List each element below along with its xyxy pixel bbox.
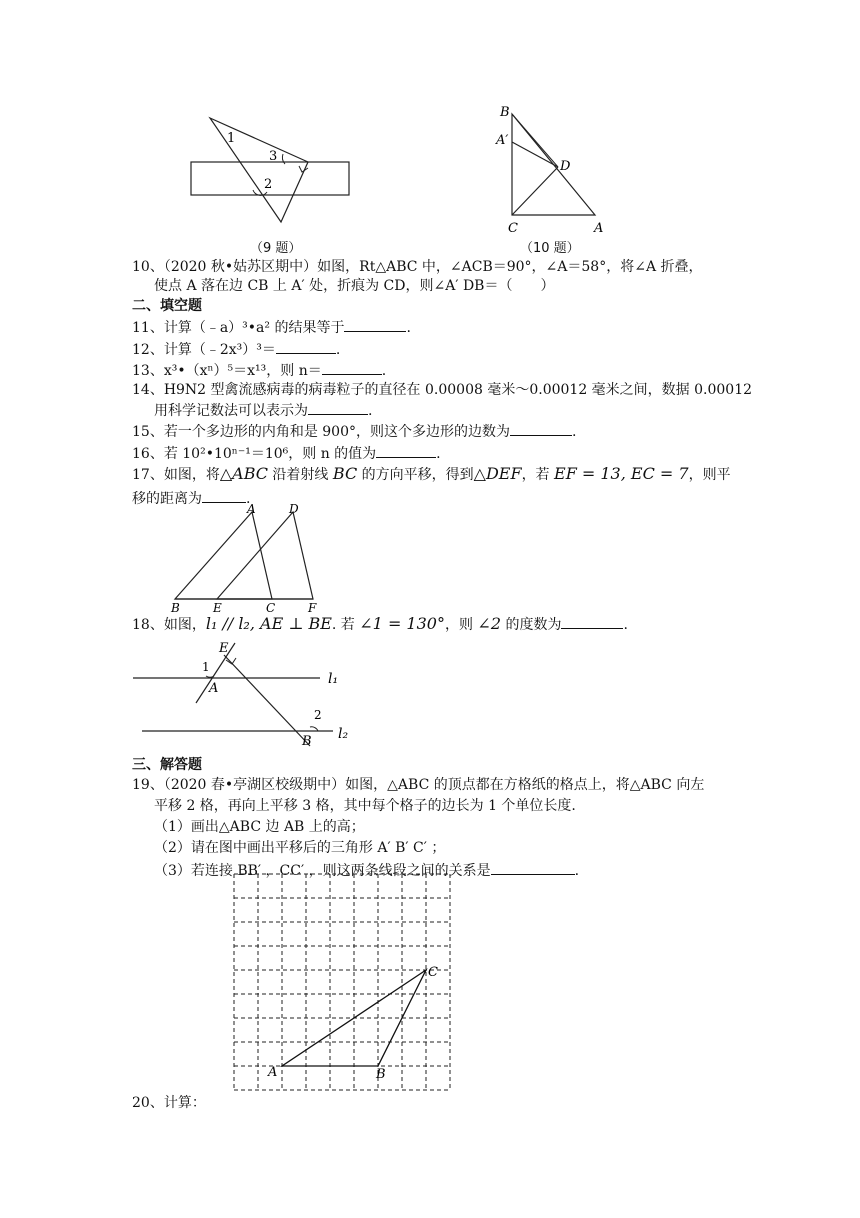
q11 — [132, 317, 411, 337]
q12 — [132, 339, 340, 359]
fig18-label-B: B — [302, 734, 312, 749]
fig18-label-A: A — [209, 681, 219, 696]
q19-sub2: （2）请在图中画出平移后的三角形 A′ B′ C′ ； — [154, 840, 446, 856]
q12-end: . — [335, 342, 341, 358]
fig10-label-A: A — [594, 221, 604, 236]
fig17-triangle-def — [217, 512, 313, 599]
q16-end: . — [436, 446, 441, 462]
fig9-label-2: 2 — [264, 177, 273, 192]
q17-triangle-abc: △ABC — [219, 464, 268, 483]
q18-text-b: . 若 — [331, 617, 360, 633]
q18-end: . — [623, 617, 628, 633]
q19-sub3-text: （3）若连接 BB′ ，CC′ ，则这两条线段之间的关系是 — [154, 863, 491, 879]
q15 — [132, 421, 576, 441]
fig18-label-l2: l₂ — [338, 726, 349, 742]
fig17-label-C: C — [266, 601, 276, 615]
fig19-label-C: C — [428, 965, 438, 980]
q18-angle1: ∠1 = 130° — [359, 614, 445, 633]
q13-answer-blank[interactable] — [322, 360, 382, 375]
q14-end: . — [368, 403, 373, 419]
q14-text: 用科学记数法可以表示为 — [154, 403, 308, 419]
q19-answer-blank[interactable] — [491, 860, 575, 875]
q17-end: . — [246, 491, 251, 507]
fig17-label-D: D — [289, 502, 299, 516]
q11-end: . — [406, 320, 411, 336]
section-answer: 三、解答题 — [132, 757, 202, 773]
fig17-triangle-abc — [175, 512, 272, 599]
q17-text-d: ，若 — [521, 467, 555, 483]
q13-end: . — [381, 363, 387, 379]
fig10-label-C: C — [508, 221, 518, 236]
fig18-line-eb — [224, 655, 310, 746]
fig17-label-E: E — [213, 601, 222, 615]
q10-line2: 使点 A 落在边 CB 上 A′ 处，折痕为 CD，则∠A′ DB＝（ ） — [154, 278, 555, 294]
q12-text: 12、计算（﹣2x³）³＝ — [132, 342, 276, 358]
section-fill-in: 二、填空题 — [132, 298, 202, 314]
fig19-label-B: B — [376, 1067, 386, 1082]
q14-line1: 14、H9N2 型禽流感病毒的病毒粒子的直径在 0.00008 毫米～0.00012 毫米之间，数据 0.00012 — [132, 382, 753, 398]
q18-text-d: 的度数为 — [501, 617, 562, 633]
q10-line1: 10、（2020 秋•姑苏区期中）如图，Rt△ABC 中，∠ACB＝90°，∠A＝58°，将∠A 折叠， — [132, 259, 703, 275]
fig9-right-angle-mark — [299, 166, 308, 172]
figure-10 — [490, 102, 620, 237]
fig10-label-B: B — [500, 105, 510, 120]
q16 — [132, 443, 441, 463]
fig18-angle2-arc — [310, 727, 318, 731]
q12-answer-blank[interactable] — [276, 339, 336, 354]
q17-text-c: 的方向平移，得到 — [357, 467, 474, 483]
q18-angle2: ∠2 — [477, 614, 502, 633]
q17-text-a: 17、如图，将 — [132, 467, 220, 483]
fig9-label-3: 3 — [269, 149, 278, 164]
q19-line1: 19、（2020 春•亭湖区校级期中）如图，△ABC 的顶点都在方格纸的格点上，将△ABC 向左 — [132, 777, 705, 793]
fig18-label-1: 1 — [202, 660, 210, 674]
q13-text: 13、x³•（xⁿ）⁵＝x¹³，则 n＝ — [132, 363, 322, 379]
q17-condition: EF = 13, EC = 7 — [554, 464, 689, 483]
q17-text-f: 移的距离为 — [132, 491, 202, 507]
q16-text: 16、若 10²•10ⁿ⁻¹＝10⁶，则 n 的值为 — [132, 446, 377, 462]
fig18-angle1-arc — [206, 676, 214, 677]
fig10-fold-cd — [512, 167, 558, 215]
q18-condition: l₁ // l₂, AE ⊥ BE — [205, 614, 332, 633]
fig10-label-A1: A′ — [496, 133, 509, 148]
q14-line2 — [154, 400, 372, 420]
q13 — [132, 360, 386, 380]
q15-text: 15、若一个多边形的内角和是 900°，则这个多边形的边数为 — [132, 424, 510, 440]
fig17-label-A: A — [247, 502, 256, 516]
fig9-triangle — [210, 118, 308, 222]
q18 — [132, 614, 628, 634]
figure-17 — [165, 502, 325, 614]
q19-sub1: （1）画出△ABC 边 AB 上的高； — [154, 819, 365, 835]
fig18-label-l1: l₁ — [328, 671, 339, 687]
q16-answer-blank[interactable] — [376, 443, 436, 458]
q18-answer-blank[interactable] — [561, 614, 623, 629]
fig19-label-A: A — [268, 1065, 278, 1080]
q17-line1 — [132, 465, 731, 484]
fig10-a1d — [512, 142, 558, 167]
fig10-caption: （10 题） — [520, 241, 580, 256]
q17-text-b: 沿着射线 — [267, 467, 333, 483]
q11-text: 11、计算（﹣a）³•a² 的结果等于 — [132, 320, 345, 336]
figure-18 — [130, 638, 360, 750]
q18-text-a: 18、如图， — [132, 617, 206, 633]
q17-triangle-def: △DEF — [473, 464, 522, 483]
q11-answer-blank[interactable] — [344, 317, 406, 332]
q15-end: . — [572, 424, 577, 440]
q14-answer-blank[interactable] — [308, 400, 368, 415]
fig18-label-2: 2 — [314, 708, 322, 722]
fig17-label-F: F — [308, 601, 317, 615]
figure-9 — [185, 110, 365, 230]
q17-text-e: ，则平 — [688, 467, 731, 483]
q19-sub3-end: . — [574, 863, 580, 879]
fig18-label-E: E — [219, 641, 229, 656]
q17-answer-blank[interactable] — [202, 488, 246, 503]
fig17-label-B: B — [171, 601, 180, 615]
q17-ray-bc: BC — [332, 464, 358, 483]
q18-text-c: ，则 — [444, 617, 478, 633]
q20: 20、计算： — [132, 1095, 206, 1111]
fig10-bd — [512, 114, 558, 167]
fig9-caption: （9 题） — [250, 241, 302, 256]
fig9-label-1: 1 — [227, 131, 236, 146]
q15-answer-blank[interactable] — [510, 421, 572, 436]
q19-line2: 平移 2 格，再向上平移 3 格，其中每个格子的边长为 1 个单位长度. — [154, 798, 576, 814]
fig10-label-D: D — [560, 159, 571, 174]
figure-19-grid — [230, 870, 455, 1092]
